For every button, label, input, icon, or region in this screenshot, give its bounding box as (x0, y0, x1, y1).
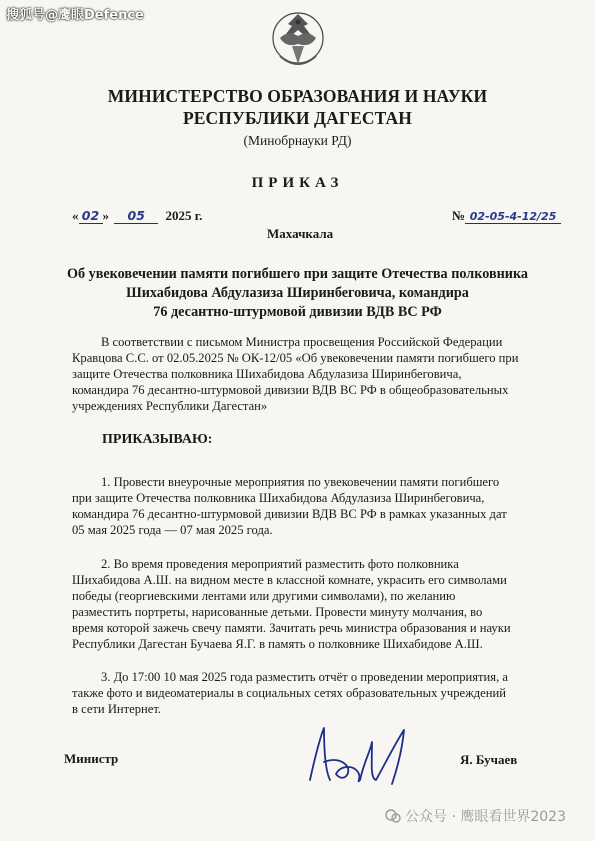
wechat-icon (385, 808, 401, 824)
signatory-name: Я. Бучаев (460, 752, 518, 767)
intro-line: Кравцова С.С. от 02.05.2025 № ОК-12/05 «Об увековечении памяти погибшего при (72, 351, 519, 365)
order-title-line2: Шихабидова Абдулазиза Ширинбеговича, командира (126, 285, 469, 301)
date-close-quote: » (102, 208, 109, 223)
item-1-line: при защите Отечества полковника Шихабидова Абдулазиза Ширинбеговича, (72, 491, 485, 505)
watermark-bottom (385, 806, 566, 826)
item-1-line: 1. Провести внеурочные мероприятия по увековечении памяти погибшего (101, 475, 500, 489)
item-3-line: в сети Интернет. (72, 702, 162, 716)
order-date (72, 208, 202, 224)
item-2-line: 2. Во время проведения мероприятий разместить фото полковника (101, 557, 459, 571)
item-2-line: победы (георгиевскими лентами или другими символами), по желанию (72, 589, 456, 603)
item-3-line: также фото и видеоматериалы в социальных сетях образовательных учреждений (72, 686, 506, 700)
date-open-quote: « (72, 208, 79, 223)
handwritten-signature (300, 722, 420, 792)
document-type-heading: ПРИКАЗ (251, 175, 344, 191)
ministry-short-name: (Минобрнауки РД) (243, 133, 352, 148)
watermark-top: 搜狐号@鹰眼Defence (6, 8, 144, 23)
date-month: 05 (114, 208, 158, 224)
number-sign: № (452, 208, 466, 223)
intro-line: В соответствии с письмом Министра просвещения Российской Федерации (101, 335, 503, 349)
city: Махачкала (267, 226, 334, 241)
order-directive-heading: ПРИКАЗЫВАЮ: (102, 432, 213, 447)
ministry-name-line1: МИНИСТЕРСТВО ОБРАЗОВАНИЯ И НАУКИ (107, 86, 488, 106)
watermark-bottom-text: 公众号 · 鹰眼看世界2023 (405, 809, 566, 825)
item-1-line: командира 76 десантно-штурмовой дивизии ВДВ ВС РФ в рамках указанных дат (72, 507, 507, 521)
item-1-line: 05 мая 2025 года — 07 мая 2025 года. (72, 523, 273, 537)
intro-line: защите Отечества полковника Шихабидова Абдулазиза Ширинбеговича, (72, 367, 462, 381)
coat-of-arms-emblem (270, 4, 326, 80)
item-2-line: разместить портреты, нарисованные детьми. Провести минуту молчания, во (72, 605, 483, 619)
intro-line: командира 76 десантно-штурмовой дивизии ВДВ ВС РФ в общеобразовательных (72, 383, 509, 397)
ministry-name-line2: РЕСПУБЛИКИ ДАГЕСТАН (183, 108, 412, 128)
item-2-line: Республики Дагестан Бучаева Я.Г. в память о полковнике Шихабидове А.Ш. (72, 637, 483, 651)
order-title-line1: Об увековечении памяти погибшего при защите Отечества полковника (66, 266, 529, 282)
order-number (452, 208, 561, 224)
date-year: 2025 г. (165, 208, 203, 223)
order-title-line3: 76 десантно-штурмовой дивизии ВДВ ВС РФ (153, 304, 442, 320)
date-day: 02 (79, 208, 103, 224)
item-3-line: 3. До 17:00 10 мая 2025 года разместить отчёт о проведении мероприятия, а (101, 670, 508, 684)
item-2-line: Шихабидова А.Ш. на видном месте в классной комнате, украсить его символами (72, 573, 507, 587)
signatory-position: Министр (64, 751, 119, 766)
number-value: 02-05-4-12/25 (465, 210, 561, 224)
intro-line: учреждениях Республики Дагестан» (72, 399, 268, 413)
item-2-line: время которой зажечь свечу памяти. Зачитать речь министра образования и науки (72, 621, 511, 635)
